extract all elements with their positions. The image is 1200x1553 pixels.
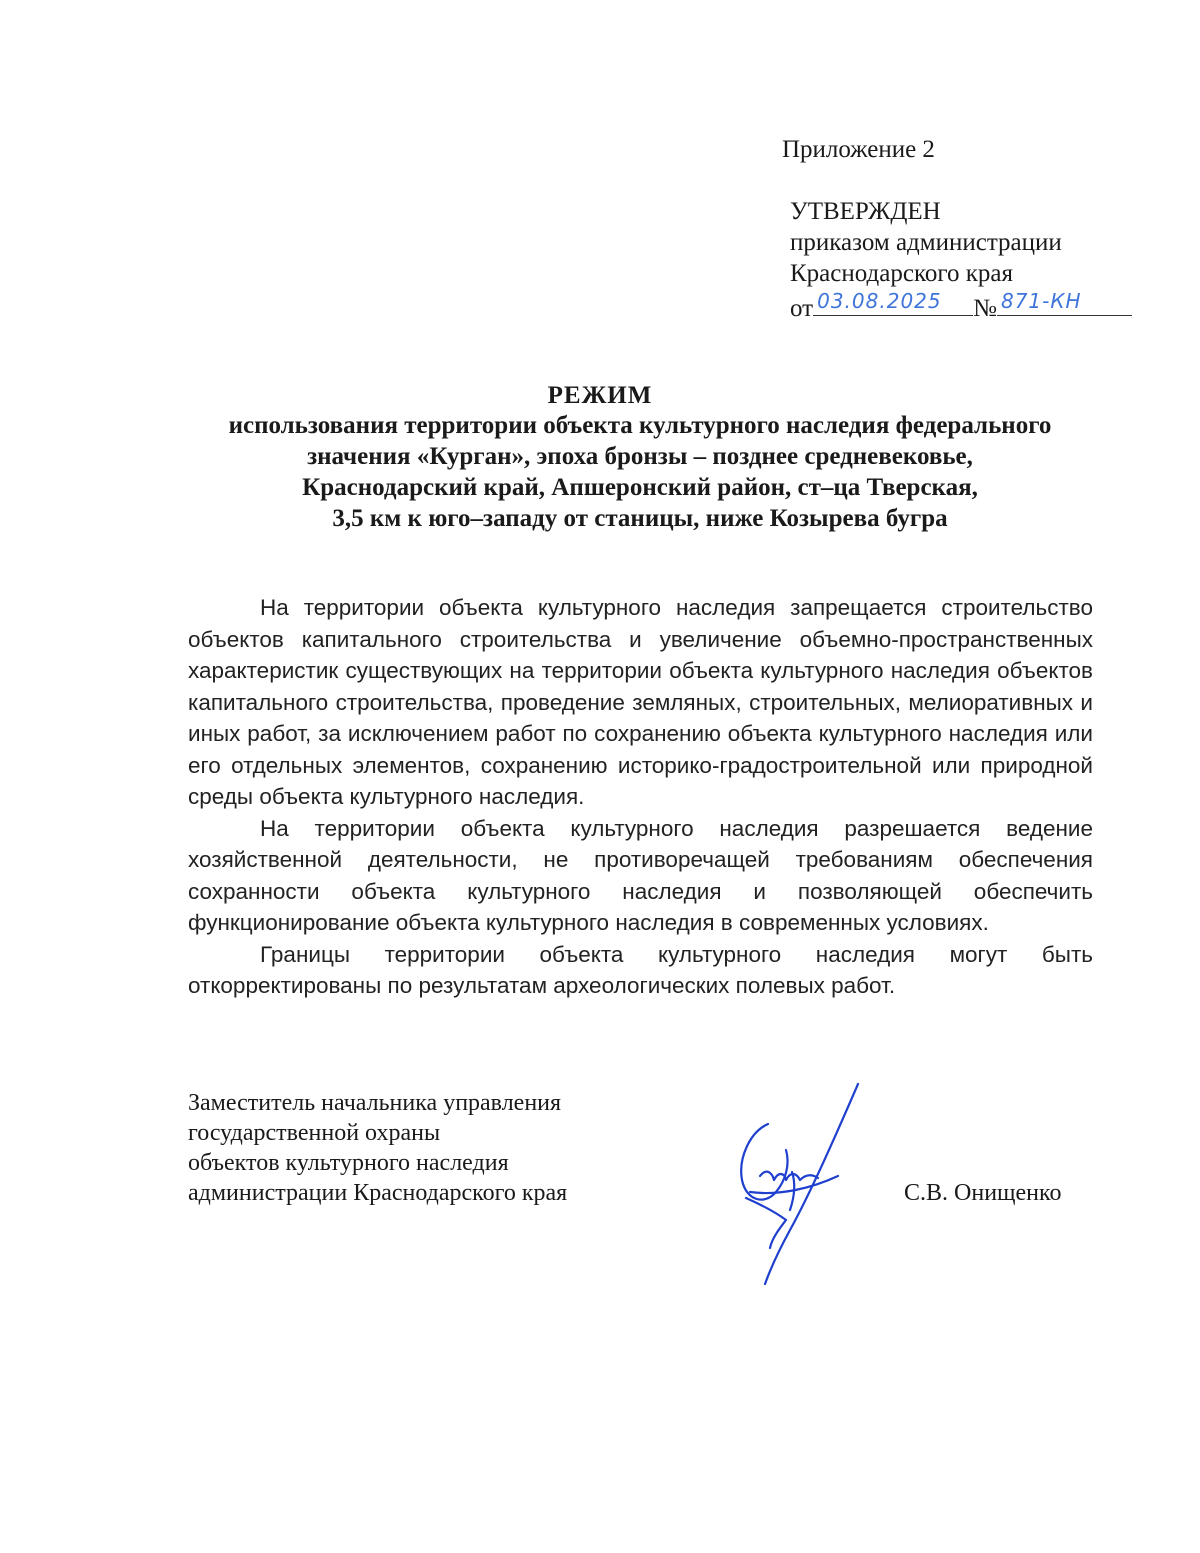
order-number-handwritten: 871-КН (1000, 289, 1082, 313)
approved-by-line-2: Краснодарского края (790, 260, 1013, 287)
signer-position-line: Заместитель начальника управления (188, 1090, 562, 1116)
handwritten-signature (720, 1080, 880, 1290)
approval-block (790, 196, 1132, 324)
approved-by-line-1: приказом администрации (790, 229, 1062, 256)
number-label: № (973, 295, 997, 322)
subtitle-line: использования территории объекта культурного наследия федерального (228, 412, 1052, 439)
appendix-label: Приложение 2 (782, 136, 935, 163)
paragraph-boundaries: Границы территории объекта культурного наследия могут быть откорректированы по результатам археологических полевых работ. (188, 941, 1093, 998)
signer-position (188, 1088, 567, 1208)
paragraph-permissions: На территории объекта культурного наследия разрешается ведение хозяйственной деятельности, не противоречащей требованиям обеспечения сохранности объекта культурного наследия и позволяющей обеспечить функционирование объекта культурного наследия в современных условиях. (188, 815, 1093, 935)
from-label: от (790, 295, 814, 322)
approved-heading: УТВЕРЖДЕН (790, 198, 941, 225)
order-date-number-line (790, 289, 1132, 324)
subtitle-line: значения «Курган», эпоха бронзы – позднее средневековье, (307, 443, 973, 470)
order-date-field (813, 289, 973, 316)
order-number-field (997, 289, 1132, 316)
signer-position-line: государственной охраны (188, 1120, 441, 1146)
paragraph-prohibitions: На территории объекта культурного наследия запрещается строительство объектов капитального строительства и увеличение объемно-пространственных характеристик существующих на территории объекта культурного наследия объектов капитального строительства, проведение земляных, строительных, мелиоративных и иных работ, за исключением работ по сохранению объекта культурного наследия или его отдельных элементов, сохранению историко-градостроительной или природной среды объекта культурного наследия. (188, 595, 1093, 809)
subtitle-line: 3,5 км к юго–западу от станицы, ниже Козырева бугра (332, 505, 948, 532)
signer-position-line: объектов культурного наследия (188, 1150, 509, 1176)
document-subtitle (180, 410, 1100, 534)
order-date-handwritten: 03.08.2025 (817, 289, 942, 313)
document-body (188, 592, 1093, 1002)
signer-position-line: администрации Краснодарского края (188, 1180, 568, 1206)
signer-name: С.В. Онищенко (904, 1180, 1062, 1206)
subtitle-line: Краснодарский край, Апшеронский район, ст–ца Тверская, (302, 474, 978, 501)
document-title: РЕЖИМ (547, 382, 653, 409)
